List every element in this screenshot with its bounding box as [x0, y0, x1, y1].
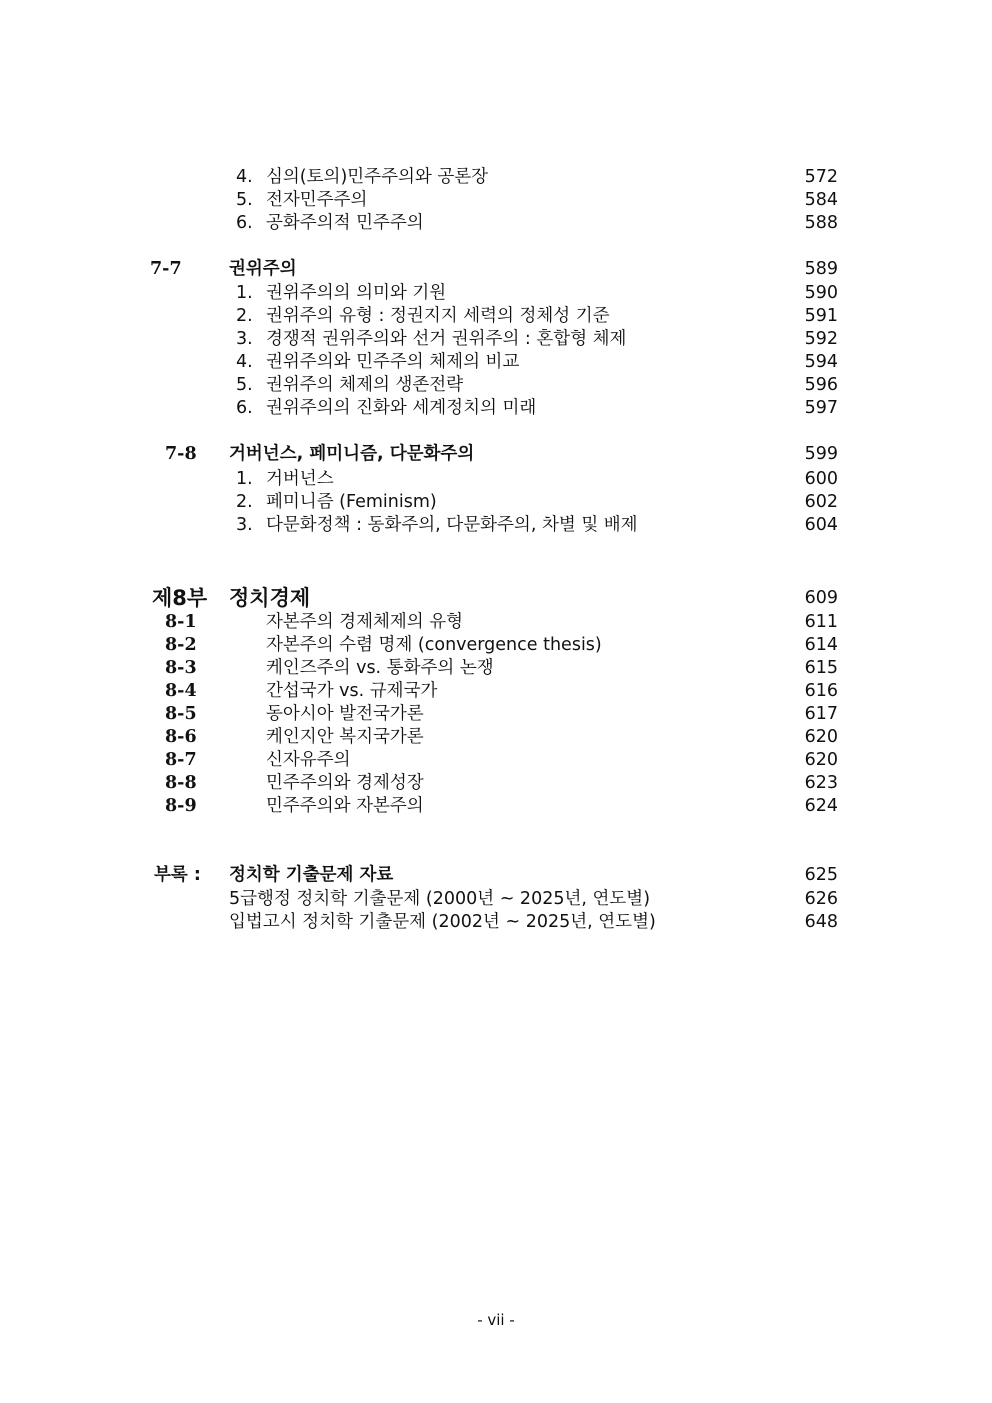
entry-title: 경쟁적 권위주의와 선거 권위주의 : 혼합형 체제	[266, 329, 627, 349]
toc-entry	[0, 795, 992, 818]
entry-number: 4.	[236, 352, 253, 372]
entry-number: 6.	[236, 213, 253, 233]
entry-number: 2.	[236, 306, 253, 326]
toc-appendix-heading	[0, 864, 992, 887]
entry-page: 615	[804, 658, 838, 678]
entry-number: 2.	[236, 492, 253, 512]
entry-page: 594	[804, 352, 838, 372]
toc-entry	[0, 726, 992, 749]
entry-title: 거버넌스	[266, 469, 334, 489]
entry-title: 권위주의와 민주주의 체제의 비교	[266, 352, 520, 372]
toc-entry	[0, 351, 992, 374]
toc-entry	[0, 397, 992, 420]
entry-page: 623	[804, 773, 838, 793]
toc-entry	[0, 282, 992, 305]
entry-page: 614	[804, 635, 838, 655]
toc-entry	[0, 514, 992, 537]
appendix-title: 정치학 기출문제 자료	[229, 865, 394, 885]
part-page: 609	[804, 588, 838, 608]
entry-page: 572	[804, 167, 838, 187]
entry-page: 648	[804, 912, 838, 932]
part-label: 제8부	[152, 586, 208, 610]
entry-number: 1.	[236, 283, 253, 303]
entry-number: 8-3	[165, 658, 197, 678]
entry-page: 604	[804, 515, 838, 535]
entry-number: 5.	[236, 190, 253, 210]
entry-title: 케인지안 복지국가론	[266, 727, 424, 747]
entry-number: 8-8	[165, 773, 197, 793]
appendix-label: 부록 :	[154, 865, 201, 885]
entry-title: 심의(토의)민주주의와 공론장	[266, 167, 489, 187]
toc-entry	[0, 305, 992, 328]
toc-entry	[0, 657, 992, 680]
entry-number: 8-5	[165, 704, 197, 724]
entry-page: 597	[804, 398, 838, 418]
entry-page: 584	[804, 190, 838, 210]
entry-number: 3.	[236, 329, 253, 349]
toc-entry	[0, 911, 992, 934]
entry-page: 588	[804, 213, 838, 233]
entry-title: 전자민주주의	[266, 190, 368, 210]
toc-section-heading	[0, 443, 992, 466]
section-title: 거버넌스, 페미니즘, 다문화주의	[229, 444, 475, 464]
section-title: 권위주의	[229, 259, 297, 279]
entry-number: 8-2	[165, 635, 197, 655]
entry-title: 자본주의 경제체제의 유형	[266, 612, 464, 632]
entry-title: 자본주의 수렴 명제 (convergence thesis)	[266, 635, 602, 655]
entry-title: 케인즈주의 vs. 통화주의 논쟁	[266, 658, 494, 678]
entry-title: 다문화정책 : 동화주의, 다문화주의, 차별 및 배제	[266, 515, 638, 535]
entry-title: 입법고시 정치학 기출문제 (2002년 ~ 2025년, 연도별)	[229, 912, 656, 932]
toc-entry	[0, 634, 992, 657]
section-page: 589	[804, 259, 838, 279]
page-number: - vii -	[477, 1311, 515, 1329]
appendix-page: 625	[804, 865, 838, 885]
entry-page: 626	[804, 889, 838, 909]
entry-title: 민주주의와 자본주의	[266, 796, 424, 816]
part-title: 정치경제	[229, 586, 311, 610]
entry-page: 617	[804, 704, 838, 724]
entry-page: 602	[804, 492, 838, 512]
entry-number: 1.	[236, 469, 253, 489]
entry-title: 권위주의의 의미와 기원	[266, 283, 447, 303]
entry-number: 6.	[236, 398, 253, 418]
section-page: 599	[804, 444, 838, 464]
entry-number: 8-7	[165, 750, 197, 770]
section-number: 7-7	[150, 259, 182, 279]
entry-page: 620	[804, 727, 838, 747]
section-number: 7-8	[165, 444, 197, 464]
toc-entry	[0, 888, 992, 911]
toc-entry	[0, 680, 992, 703]
entry-page: 624	[804, 796, 838, 816]
entry-number: 8-4	[165, 681, 197, 701]
toc-entry	[0, 189, 992, 212]
entry-title: 5급행정 정치학 기출문제 (2000년 ~ 2025년, 연도별)	[229, 889, 651, 909]
entry-number: 8-9	[165, 796, 197, 816]
entry-page: 592	[804, 329, 838, 349]
entry-number: 3.	[236, 515, 253, 535]
entry-page: 590	[804, 283, 838, 303]
entry-title: 동아시아 발전국가론	[266, 704, 424, 724]
entry-page: 591	[804, 306, 838, 326]
entry-title: 권위주의 체제의 생존전략	[266, 375, 464, 395]
toc-entry	[0, 212, 992, 235]
toc-entry	[0, 328, 992, 351]
toc-entry	[0, 468, 992, 491]
entry-number: 5.	[236, 375, 253, 395]
entry-title: 신자유주의	[266, 750, 351, 770]
entry-title: 페미니즘 (Feminism)	[266, 492, 437, 512]
entry-title: 권위주의 유형 : 정권지지 세력의 정체성 기준	[266, 306, 610, 326]
entry-number: 4.	[236, 167, 253, 187]
entry-page: 600	[804, 469, 838, 489]
entry-title: 권위주의의 진화와 세계정치의 미래	[266, 398, 537, 418]
entry-page: 620	[804, 750, 838, 770]
toc-entry	[0, 703, 992, 726]
entry-page: 616	[804, 681, 838, 701]
toc-entry	[0, 611, 992, 634]
toc-entry	[0, 166, 992, 189]
entry-page: 611	[804, 612, 838, 632]
entry-title: 민주주의와 경제성장	[266, 773, 424, 793]
toc-entry	[0, 491, 992, 514]
toc-part-heading	[0, 585, 992, 611]
entry-number: 8-6	[165, 727, 197, 747]
toc-section-heading	[0, 258, 992, 281]
entry-title: 공화주의적 민주주의	[266, 213, 424, 233]
entry-title: 간섭국가 vs. 규제국가	[266, 681, 438, 701]
toc-entry	[0, 749, 992, 772]
entry-number: 8-1	[165, 612, 197, 632]
toc-entry	[0, 772, 992, 795]
entry-page: 596	[804, 375, 838, 395]
toc-entry	[0, 374, 992, 397]
